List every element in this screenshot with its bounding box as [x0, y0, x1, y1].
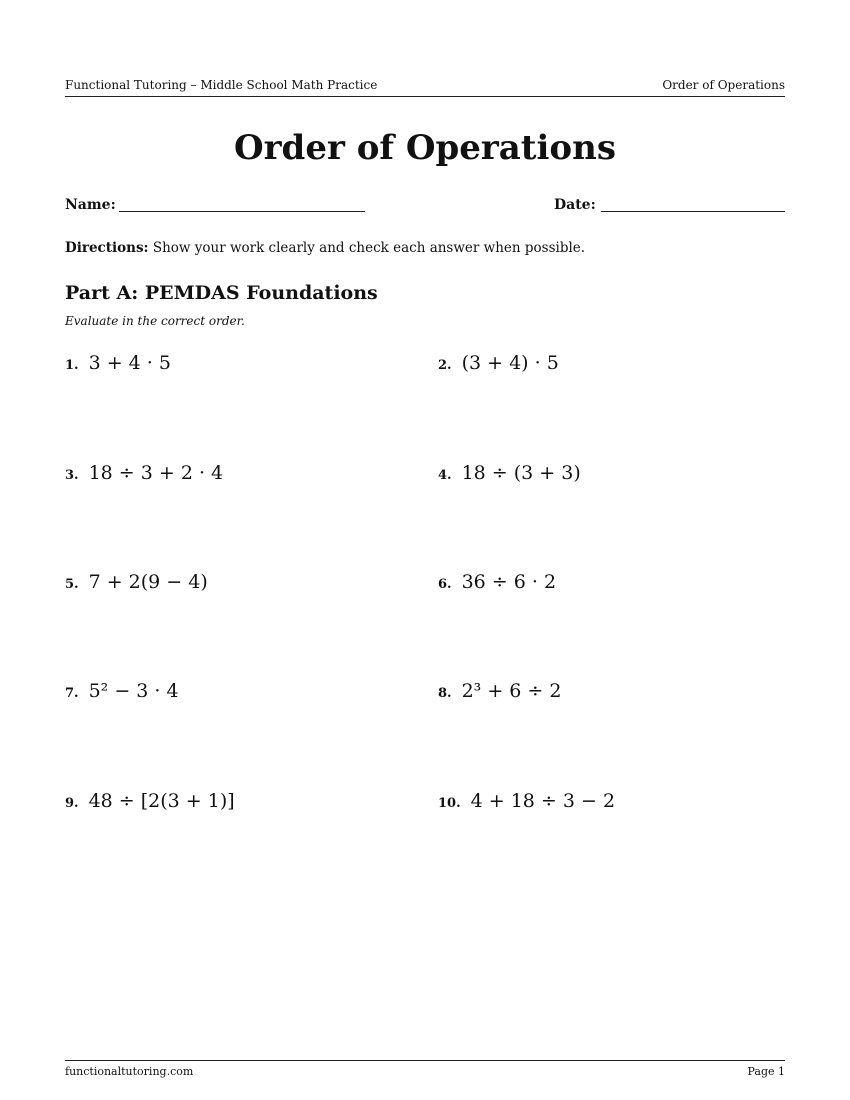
problem-expression: 3 + 4 · 5 — [88, 352, 171, 374]
problem-expression: (3 + 4) · 5 — [461, 352, 559, 374]
name-line[interactable] — [119, 211, 365, 212]
name-label: Name: — [65, 197, 116, 213]
problem-2 — [438, 352, 559, 374]
date-label: Date: — [554, 197, 596, 213]
part-a-subtitle: Evaluate in the correct order. — [65, 314, 245, 328]
problem-expression: 7 + 2(9 − 4) — [88, 571, 208, 593]
problem-number: 5. — [65, 577, 79, 592]
problem-number: 4. — [438, 468, 452, 483]
problem-number: 1. — [65, 358, 79, 373]
header-right-text: Order of Operations — [662, 78, 785, 92]
directions-text: Show your work clearly and check each answer when possible. — [152, 240, 586, 256]
footer-page-number: Page 1 — [747, 1065, 785, 1078]
problem-expression: 4 + 18 ÷ 3 − 2 — [470, 790, 616, 812]
problem-number: 2. — [438, 358, 452, 373]
problem-9 — [65, 790, 235, 812]
part-a-title: Part A: PEMDAS Foundations — [65, 282, 378, 304]
problem-10 — [438, 790, 615, 812]
problem-4 — [438, 462, 581, 484]
page-header — [65, 78, 785, 97]
problem-expression: 36 ÷ 6 · 2 — [461, 571, 557, 593]
problem-expression: 18 ÷ (3 + 3) — [461, 462, 581, 484]
problem-8 — [438, 680, 561, 702]
problem-1 — [65, 352, 171, 374]
problem-number: 8. — [438, 686, 452, 701]
problem-expression: 2³ + 6 ÷ 2 — [461, 680, 562, 702]
problem-number: 9. — [65, 796, 79, 811]
problem-number: 7. — [65, 686, 79, 701]
page-title: Order of Operations — [234, 128, 616, 168]
directions — [65, 240, 785, 256]
footer-website: functionaltutoring.com — [65, 1065, 194, 1078]
date-line[interactable] — [601, 211, 785, 212]
directions-label: Directions: — [65, 240, 149, 256]
problem-number: 10. — [438, 796, 461, 811]
problem-number: 3. — [65, 468, 79, 483]
problem-7 — [65, 680, 179, 702]
problem-5 — [65, 571, 208, 593]
problem-6 — [438, 571, 556, 593]
worksheet-page — [65, 0, 785, 1100]
header-left-text: Functional Tutoring – Middle School Math Practice — [65, 78, 378, 92]
problem-expression: 5² − 3 · 4 — [88, 680, 179, 702]
problem-expression: 18 ÷ 3 + 2 · 4 — [88, 462, 224, 484]
name-date-row — [65, 197, 785, 221]
problem-number: 6. — [438, 577, 452, 592]
page-footer — [65, 1060, 785, 1078]
problem-3 — [65, 462, 223, 484]
problem-expression: 48 ÷ [2(3 + 1)] — [88, 790, 235, 812]
